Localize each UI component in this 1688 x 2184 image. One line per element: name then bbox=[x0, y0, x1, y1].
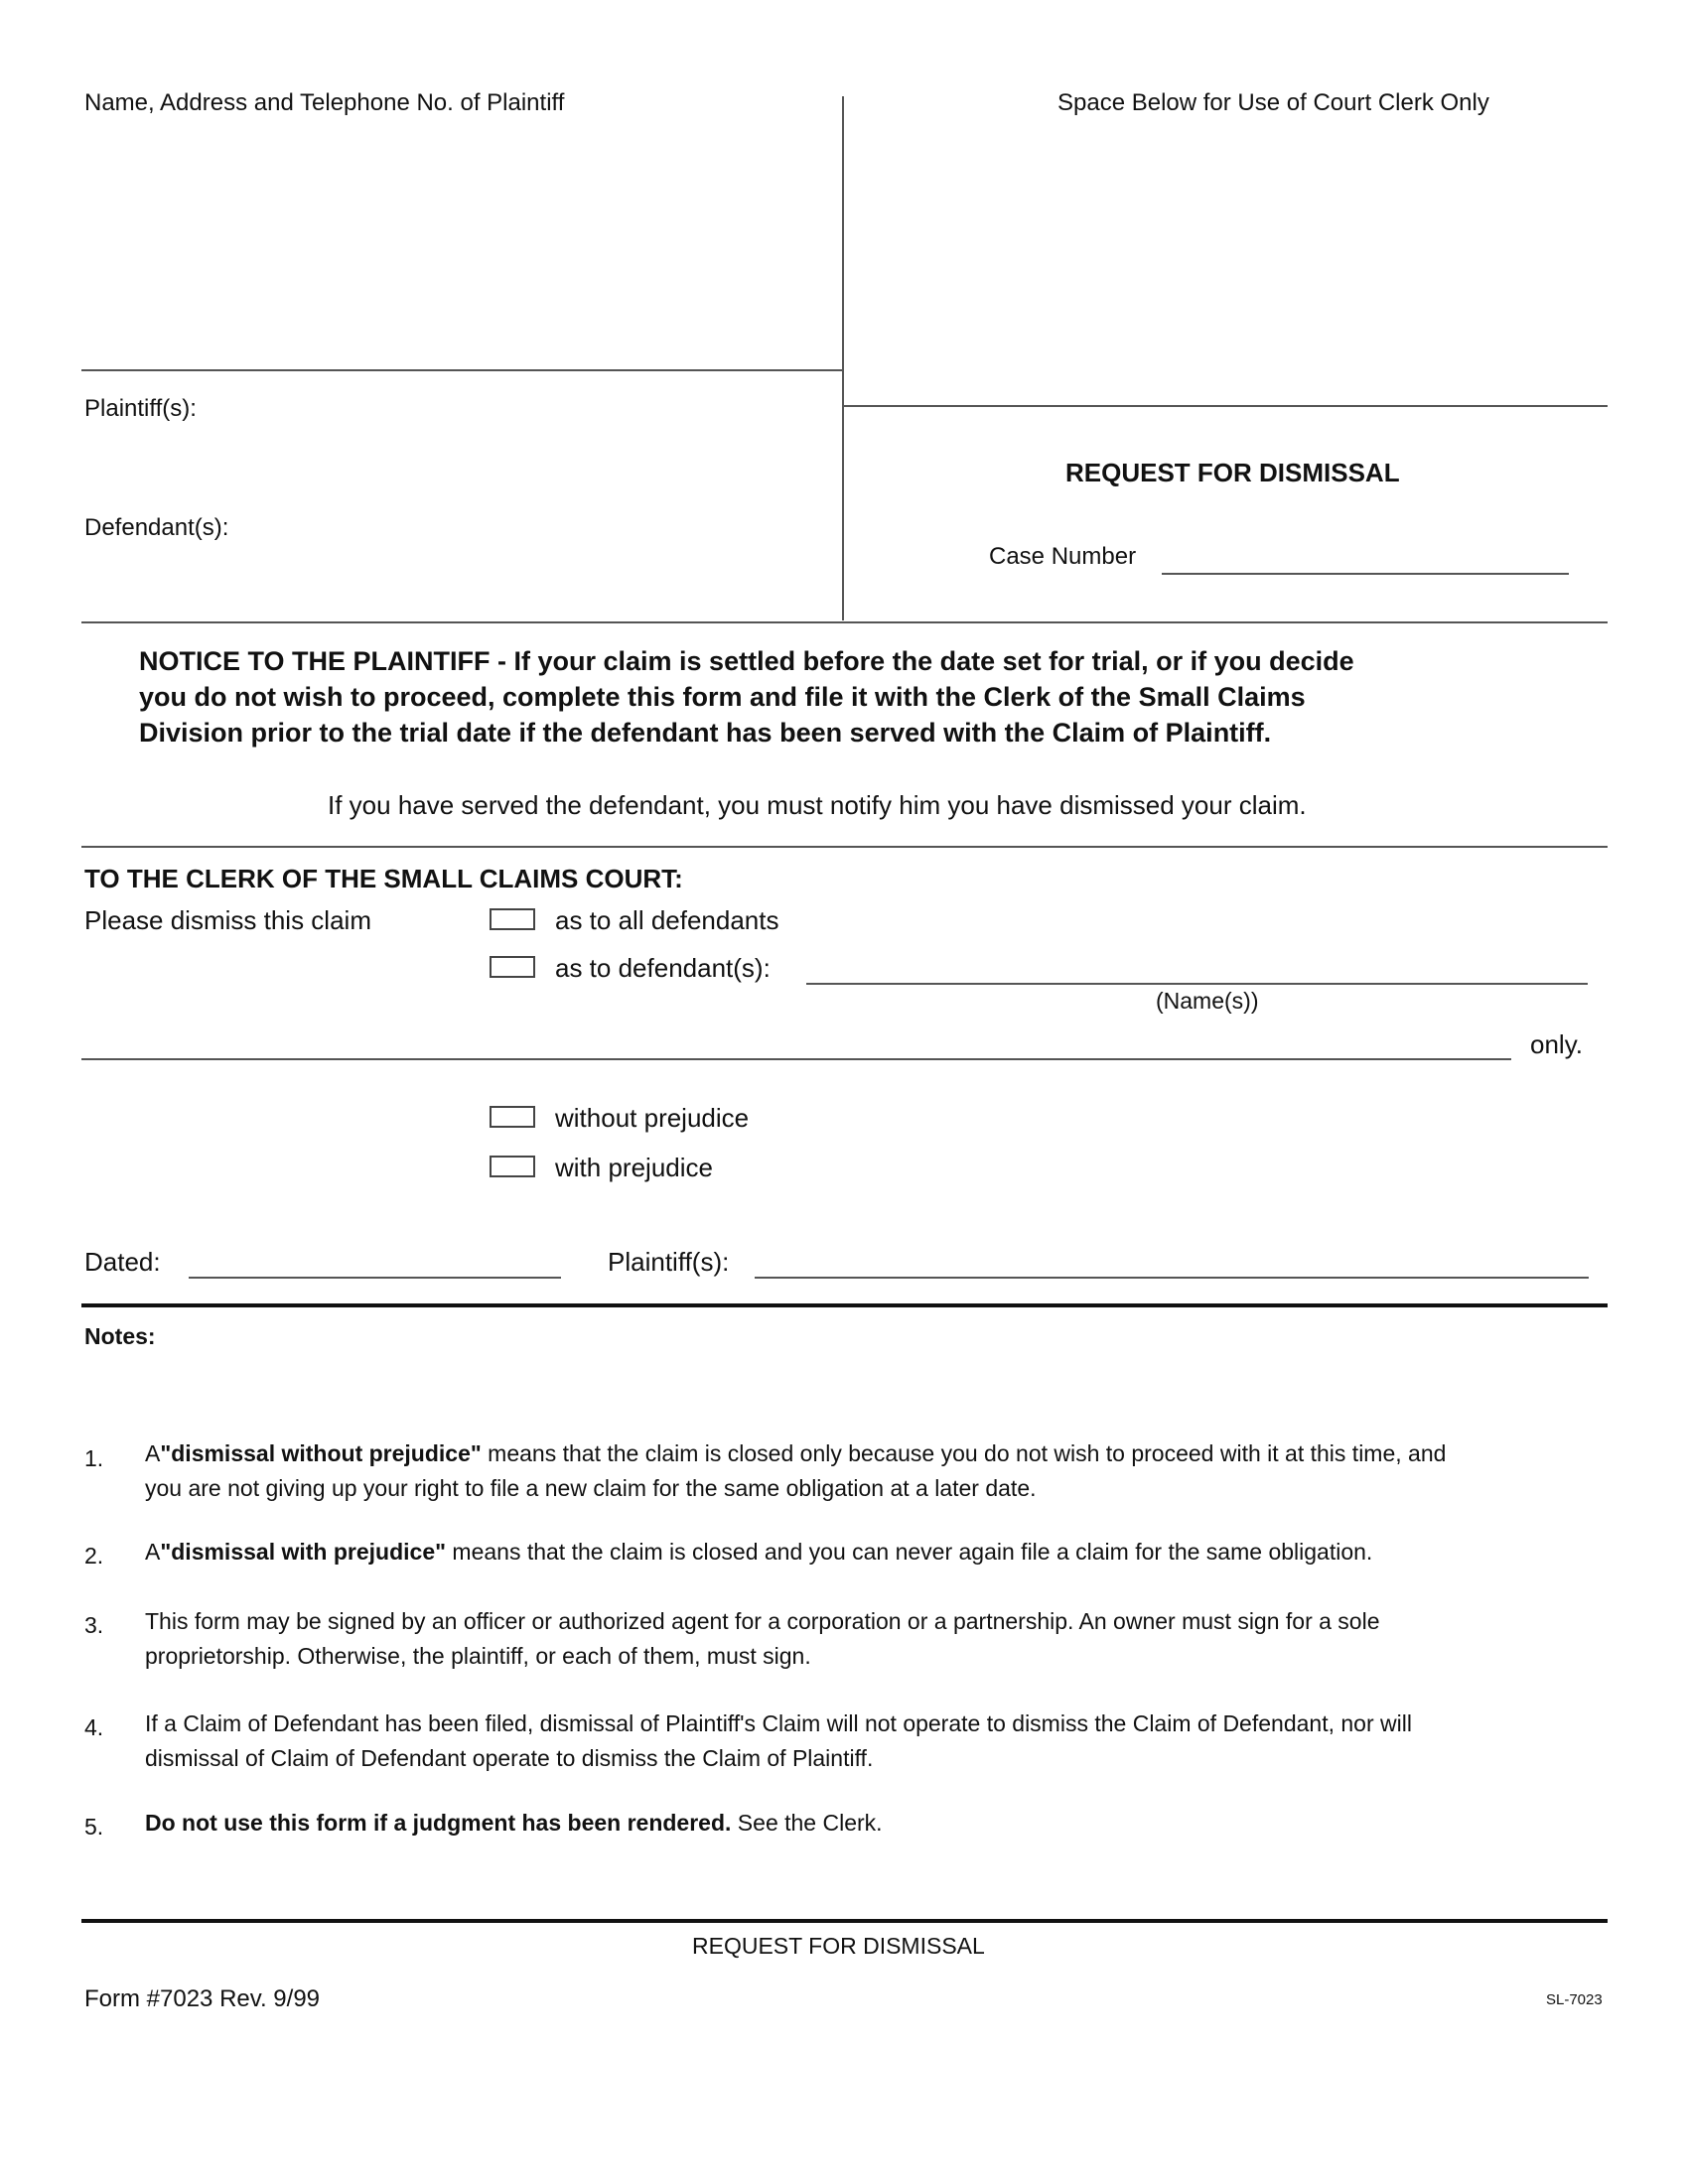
request-bottom-line bbox=[81, 1303, 1608, 1307]
names-caption: (Name(s)) bbox=[1156, 988, 1259, 1014]
footer-title: REQUEST FOR DISMISSAL bbox=[692, 1933, 985, 1959]
note-number: 2. bbox=[84, 1543, 104, 1569]
clerk-area-bottom-line bbox=[843, 405, 1608, 407]
note-item bbox=[145, 1535, 1372, 1570]
form-title: REQUEST FOR DISMISSAL bbox=[1065, 458, 1400, 487]
dated-label: Dated: bbox=[84, 1247, 161, 1277]
note-text-line: If a Claim of Defendant has been filed, dismissal of Plaintiff's Claim will not operate to dismiss the Claim of Defendant, nor will bbox=[145, 1710, 1412, 1736]
only-label: only. bbox=[1530, 1029, 1583, 1059]
note-number: 4. bbox=[84, 1714, 104, 1740]
note-number: 3. bbox=[84, 1612, 104, 1638]
without-prejudice-label: without prejudice bbox=[555, 1103, 750, 1133]
note-number: 5. bbox=[84, 1814, 104, 1840]
footer-top-line bbox=[81, 1919, 1608, 1923]
notice-line: NOTICE TO THE PLAINTIFF - If your claim is settled before the date set for trial, or if you decide bbox=[139, 646, 1354, 676]
defendant-names-field[interactable] bbox=[806, 983, 1588, 985]
form-number: Form #7023 Rev. 9/99 bbox=[84, 1985, 321, 2012]
note-prefix: A bbox=[145, 1539, 161, 1565]
notice-bottom-line bbox=[81, 846, 1608, 848]
note-prefix: A bbox=[145, 1440, 161, 1466]
dated-field[interactable] bbox=[189, 1277, 561, 1279]
note-bold-term: "dismissal without prejudice" bbox=[160, 1440, 482, 1466]
notes-heading: Notes: bbox=[84, 1323, 156, 1349]
note-item bbox=[145, 1706, 1412, 1776]
served-note: If you have served the defendant, you must notify him you have dismissed your claim. bbox=[328, 790, 1307, 820]
plaintiff-info-label: Name, Address and Telephone No. of Plaintiff bbox=[84, 89, 565, 116]
specific-defendants-label: as to defendant(s): bbox=[555, 953, 771, 983]
header-bottom-line bbox=[81, 621, 1608, 623]
plaintiffs-label: Plaintiff(s): bbox=[84, 395, 197, 422]
notice-line: Division prior to the trial date if the defendant has been served with the Claim of Plaintiff. bbox=[139, 718, 1272, 748]
without-prejudice-checkbox[interactable] bbox=[490, 1106, 535, 1128]
note-text-line: dismissal of Claim of Defendant operate to dismiss the Claim of Plaintiff. bbox=[145, 1745, 874, 1771]
note-item bbox=[145, 1806, 883, 1841]
specific-defendants-checkbox[interactable] bbox=[490, 956, 535, 978]
sl-code: SL-7023 bbox=[1546, 1991, 1603, 2008]
with-prejudice-checkbox[interactable] bbox=[490, 1156, 535, 1177]
plaintiff-info-bottom-line bbox=[81, 369, 843, 371]
note-text-line: means that the claim is closed and you can never again file a claim for the same obligation. bbox=[446, 1539, 1373, 1565]
note-text-line: means that the claim is closed only because you do not wish to proceed with it at this time, and bbox=[481, 1440, 1447, 1466]
case-number-field[interactable] bbox=[1162, 573, 1569, 575]
note-text-line: you are not giving up your right to file a new claim for the same obligation at a later date. bbox=[145, 1475, 1037, 1501]
note-bold-term: Do not use this form if a judgment has been rendered. bbox=[145, 1810, 732, 1836]
request-heading: TO THE CLERK OF THE SMALL CLAIMS COURT: bbox=[84, 864, 683, 893]
all-defendants-checkbox[interactable] bbox=[490, 908, 535, 930]
note-text-line: This form may be signed by an officer or authorized agent for a corporation or a partnership. An owner must sign for a sole bbox=[145, 1608, 1380, 1634]
header-divider bbox=[842, 96, 844, 620]
note-text-line: proprietorship. Otherwise, the plaintiff, or each of them, must sign. bbox=[145, 1643, 811, 1669]
note-item bbox=[145, 1604, 1380, 1674]
with-prejudice-label: with prejudice bbox=[555, 1153, 713, 1182]
dismiss-label: Please dismiss this claim bbox=[84, 905, 371, 935]
notice-line: you do not wish to proceed, complete this form and file it with the Clerk of the Small Claims bbox=[139, 682, 1306, 712]
plaintiffs-sign-label: Plaintiff(s): bbox=[608, 1247, 730, 1277]
plaintiffs-signature-field[interactable] bbox=[755, 1277, 1589, 1279]
all-defendants-label: as to all defendants bbox=[555, 905, 779, 935]
case-number-label: Case Number bbox=[989, 543, 1137, 570]
defendant-names-continued-field[interactable] bbox=[81, 1058, 1511, 1060]
plaintiff-notice bbox=[139, 643, 1450, 751]
note-item bbox=[145, 1436, 1446, 1506]
defendants-label: Defendant(s): bbox=[84, 514, 229, 541]
note-text-line: See the Clerk. bbox=[731, 1810, 883, 1836]
note-bold-term: "dismissal with prejudice" bbox=[160, 1539, 447, 1565]
note-number: 1. bbox=[84, 1445, 104, 1471]
clerk-only-label: Space Below for Use of Court Clerk Only bbox=[1057, 89, 1489, 116]
